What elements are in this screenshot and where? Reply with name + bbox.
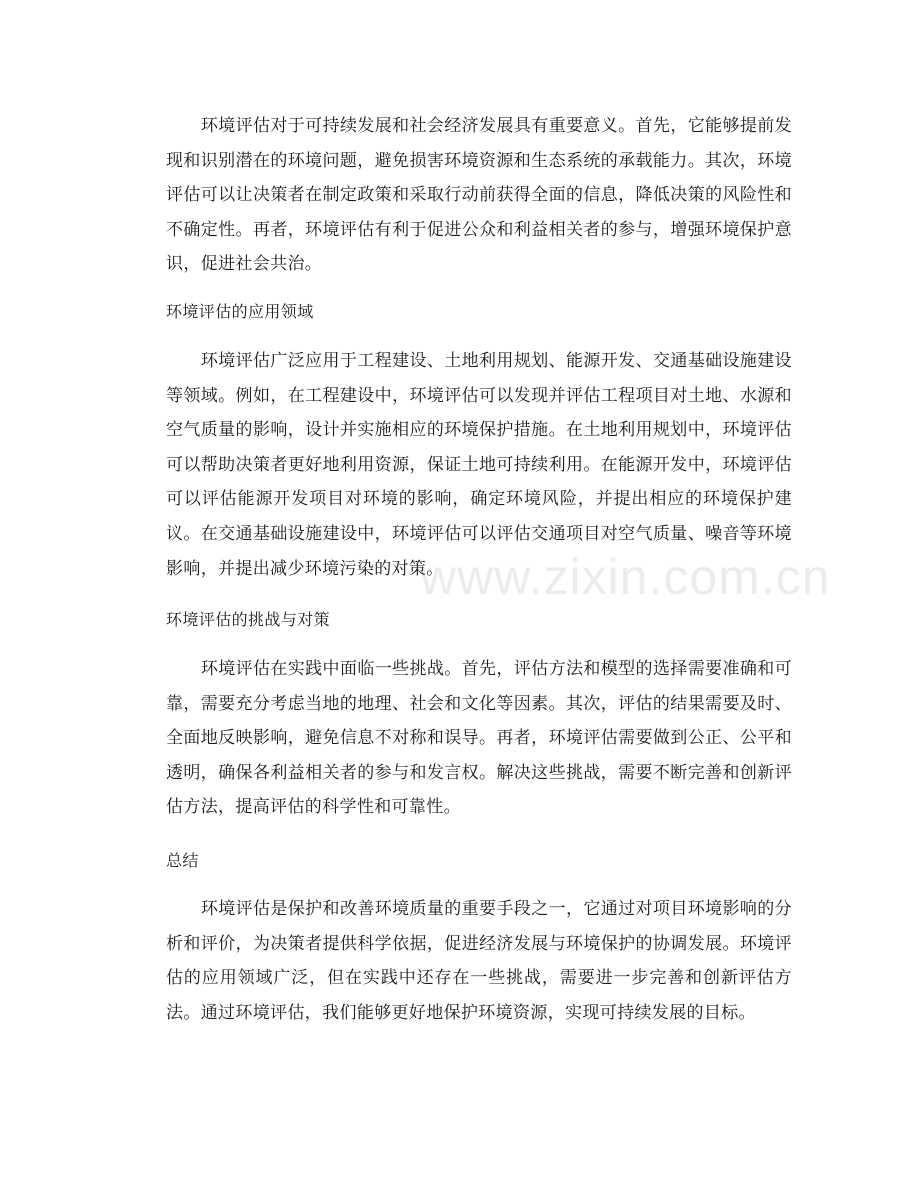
section-heading-challenges: 环境评估的挑战与对策 xyxy=(166,610,331,629)
body-paragraph-significance: 环境评估对于可持续发展和社会经济发展具有重要意义。首先，它能够提前发现和识别潜在的环境问题，避免损害环境资源和生态系统的承载能力。其次，环境评估可以让决策者在制定政策和采取行动前获得全面的信息，降低决策的风险性和不确定性。再者，环境评估有利于促进公众和利益相关者的参与，增强环境保护意识，促进社会共治。 xyxy=(166,116,792,275)
section-heading-application: 环境评估的应用领域 xyxy=(166,302,314,321)
body-paragraph-summary: 环境评估是保护和改善环境质量的重要手段之一，它通过对项目环境影响的分析和评价，为决策者提供科学依据，促进经济发展与环境保护的协调发展。环境评估的应用领域广泛，但在实践中还存在一些挑战，需要进一步完善和创新评估方法。通过环境评估，我们能够更好地保护环境资源，实现可持续发展的目标。 xyxy=(166,899,792,1023)
watermark: www.zixin.com.cn xyxy=(420,549,831,605)
body-paragraph-application: 环境评估广泛应用于工程建设、土地利用规划、能源开发、交通基础设施建设等领域。例如，在工程建设中，环境评估可以发现并评估工程项目对土地、水源和空气质量的影响，设计并实施相应的环境保护措施。在土地利用规划中，环境评估可以帮助决策者更好地利用资源，保证土地可持续利用。在能源开发中，环境评估可以评估能源开发项目对环境的影响，确定环境风险，并提出相应的环境保护建议。在交通基础设施建设中，环境评估可以评估交通项目对空气质量、噪音等环境影响，并提出减少环境污染的对策。 xyxy=(166,351,792,579)
body-paragraph-challenges: 环境评估在实践中面临一些挑战。首先，评估方法和模型的选择需要准确和可靠，需要充分考虑当地的地理、社会和文化等因素。其次，评估的结果需要及时、全面地反映影响，避免信息不对称和误导。再者，环境评估需要做到公正、公平和透明，确保各利益相关者的参与和发言权。解决这些挑战，需要不断完善和创新评估方法，提高评估的科学性和可靠性。 xyxy=(166,659,792,818)
section-heading-summary: 总结 xyxy=(166,851,199,870)
